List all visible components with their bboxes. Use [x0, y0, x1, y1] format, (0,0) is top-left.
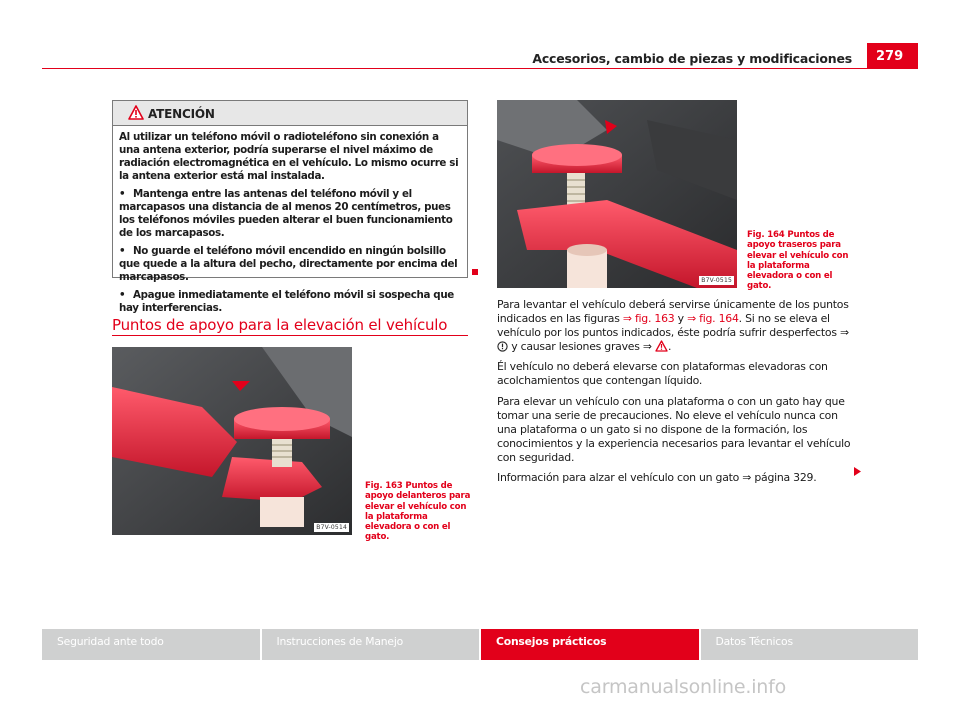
figure-164-caption: [747, 230, 853, 292]
figure-code: B7V-0515: [701, 277, 732, 284]
warning-bullet: • No guarde el teléfono móvil encendido en ningún bolsillo que quede a la altura del pecho, directamente por encima del marcapasos.: [119, 245, 458, 283]
footer-tab-consejos[interactable]: Consejos prácticos: [481, 629, 699, 660]
figure-number: Fig. 164: [747, 230, 785, 240]
footer-tab-seguridad[interactable]: Seguridad ante todo: [42, 629, 260, 660]
figure-164-image: [497, 100, 737, 288]
figure-code: B7V-0514: [316, 524, 347, 531]
figure-reference-link[interactable]: ⇒ fig. 163: [622, 312, 675, 326]
body-paragraph: Para levantar el vehículo deberá servirse únicamente de los puntos indicados en las figuras ⇒ fig. 163 y ⇒ fig. 164. Si no se eleva el vehículo por los puntos indicados, éste podría sufrir desperfectos ⇒ y causar lesiones graves ⇒ .: [497, 298, 849, 354]
figure-number: Fig. 163: [365, 481, 403, 491]
body-paragraph: Él vehículo no deberá elevarse con plataformas elevadoras con acolchamientos que contengan líquido.: [497, 360, 828, 388]
running-header: Accesorios, cambio de piezas y modificaciones: [532, 51, 852, 66]
warning-header: [113, 101, 467, 126]
footer-tab-instrucciones[interactable]: Instrucciones de Manejo: [262, 629, 480, 660]
figure-163-image: [112, 347, 352, 535]
warning-bullet: • Mantenga entre las antenas del teléfono móvil y el marcapasos una distancia de al menos 20 centímetros, pues los teléfonos móviles pueden alterar el buen funcionamiento de los marcapasos.: [119, 188, 453, 239]
figure-reference-link[interactable]: ⇒ fig. 164: [687, 312, 739, 326]
end-mark-square: [472, 269, 478, 275]
section-rule: [112, 335, 468, 336]
warning-paragraph: Al utilizar un teléfono móvil o radioteléfono sin conexión a una antena exterior, podría superarse el nivel máximo de radiación electromagnética en el vehículo. Lo mismo ocurre si la antena exterior está mal instalada.: [119, 131, 459, 182]
warning-body: [113, 126, 467, 315]
warning-triangle-icon: [655, 340, 668, 352]
header-rule: [42, 68, 918, 69]
page-number: 279: [867, 43, 918, 69]
warning-bullet: • Apague inmediatamente el teléfono móvil si sospecha que hay interferencias.: [119, 289, 454, 314]
body-paragraph: Para elevar un vehículo con una plataforma o con un gato hay que tomar una serie de precauciones. No eleve el vehículo nunca con una plataforma o un gato si no dispone de la formación, los conocimientos y la experiencia necesarios para levantar el vehículo con seguridad.: [497, 394, 851, 464]
continue-arrow-icon: [853, 467, 862, 476]
warning-box: [112, 100, 468, 314]
body-paragraph: Información para alzar el vehículo con un gato ⇒ página 329.: [497, 471, 817, 485]
figure-caption-text: Puntos de apoyo traseros para elevar el vehículo con la plataforma elevadora o con el gato.: [747, 230, 849, 292]
section-title: Puntos de apoyo para la elevación el vehículo: [112, 316, 448, 334]
footer-tab-datos[interactable]: Datos Técnicos: [701, 629, 919, 660]
figure-163-caption: [365, 481, 471, 543]
body-text: [497, 298, 859, 491]
figure-caption-text: Puntos de apoyo delanteros para elevar el vehículo con la plataforma elevadora o con el gato.: [365, 481, 471, 543]
warning-triangle-icon: [128, 105, 144, 120]
warning-title: ATENCIÓN: [148, 107, 215, 121]
caution-circle-icon: [497, 341, 508, 352]
footer-nav: [42, 629, 918, 660]
watermark: carmanualsonline.info: [580, 676, 787, 698]
